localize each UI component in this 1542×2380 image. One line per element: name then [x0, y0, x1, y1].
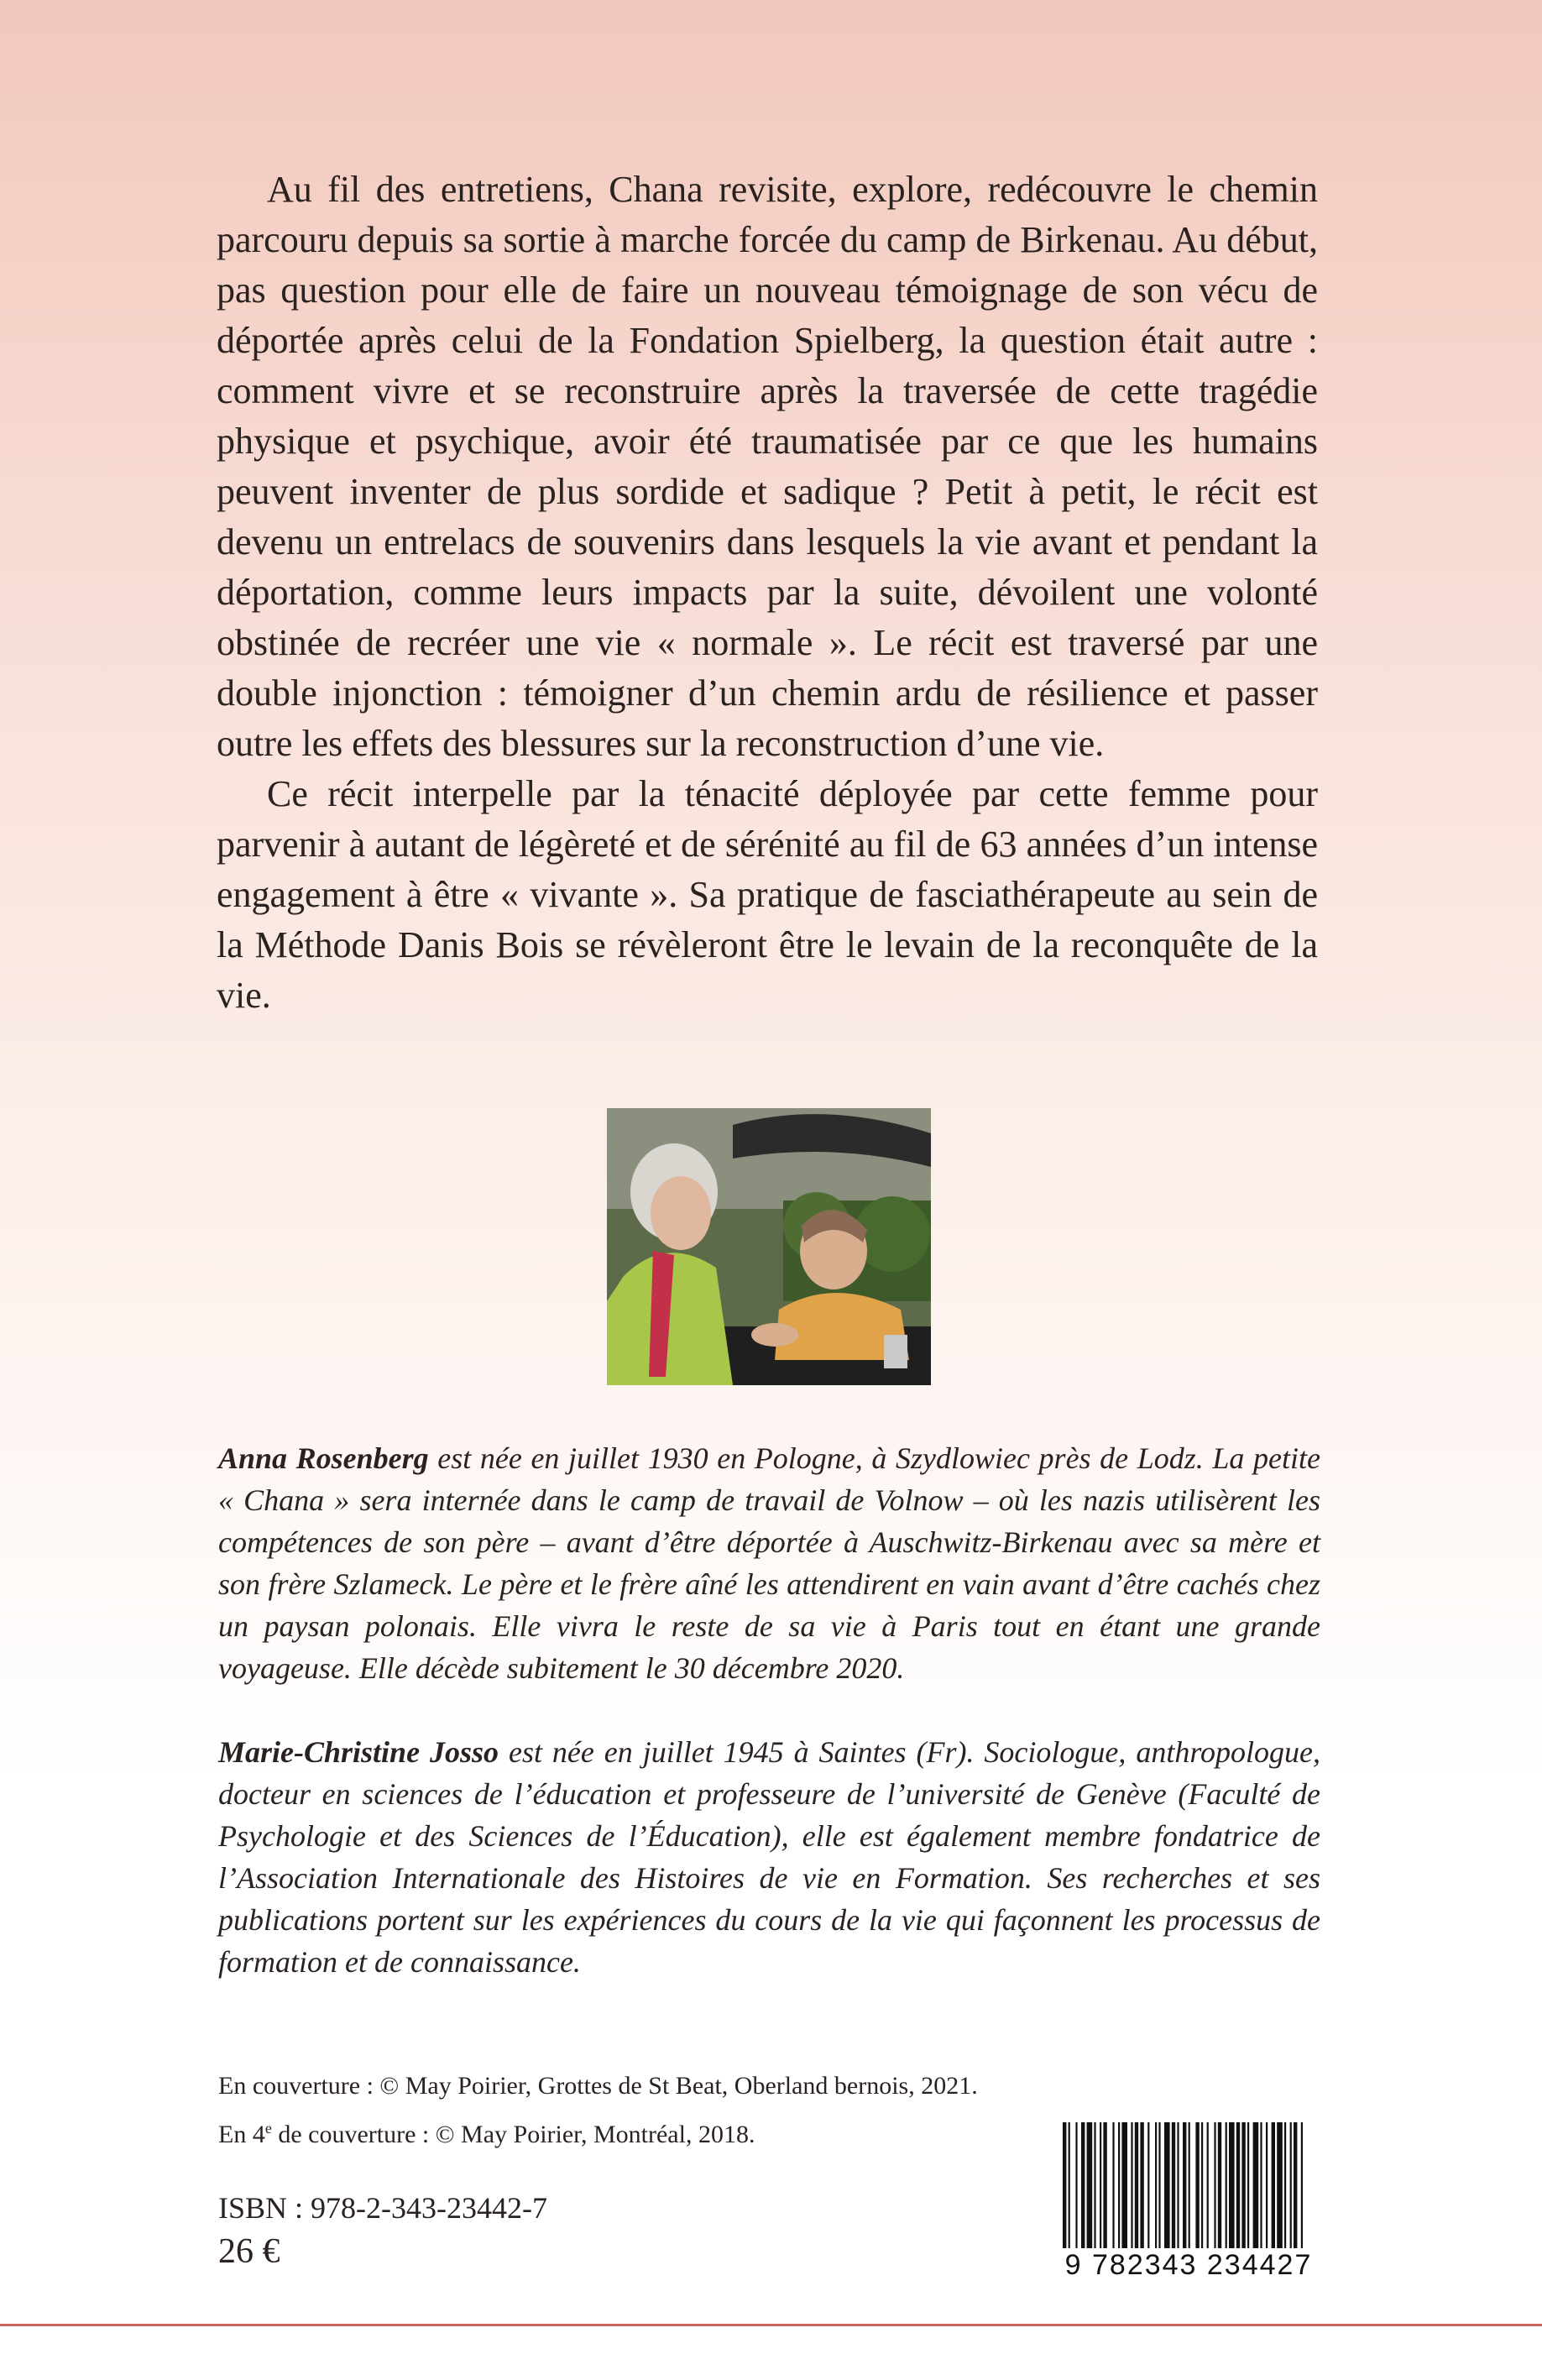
barcode-bar: [1158, 2122, 1160, 2248]
barcode-bar: [1218, 2122, 1221, 2248]
barcode-bar: [1087, 2122, 1093, 2248]
barcode-bar: [1135, 2122, 1138, 2248]
barcode-bar: [1277, 2122, 1283, 2248]
bio-marie-christine-josso: [218, 1731, 1320, 1983]
isbn-block: [218, 2186, 547, 2273]
barcode-bar: [1075, 2122, 1077, 2248]
barcode-bar: [1294, 2122, 1297, 2248]
barcode-bar: [1290, 2122, 1292, 2248]
photo-illustration: [607, 1108, 931, 1385]
barcode-bar: [1094, 2122, 1095, 2248]
barcode-bar: [1121, 2122, 1127, 2248]
author-photo: [607, 1108, 931, 1385]
bottom-divider: [0, 2324, 1542, 2326]
barcode-bar: [1201, 2122, 1203, 2248]
barcode-bar: [1103, 2122, 1106, 2248]
barcode-bar: [1081, 2122, 1085, 2248]
barcode-digits: 9 782343 234427: [1053, 2248, 1325, 2282]
barcode-bar: [1063, 2122, 1066, 2248]
barcode-bar: [1140, 2122, 1143, 2248]
barcode-bar: [1069, 2122, 1070, 2248]
cover-credit: En couverture : © May Poirier, Grottes de St Beat, Oberland bernois, 2021.: [218, 2072, 978, 2100]
barcode-bar: [1214, 2122, 1215, 2248]
barcode: [1053, 2122, 1325, 2283]
photo-credits: [218, 2065, 978, 2156]
author-name: Anna Rosenberg: [218, 1441, 429, 1475]
barcode-bar: [1284, 2122, 1286, 2248]
barcode-bar: [1260, 2122, 1262, 2248]
author-biographies: [218, 1437, 1320, 2025]
barcode-bar: [1172, 2122, 1175, 2248]
barcode-bar: [1236, 2122, 1240, 2248]
back-cover-blurb: [217, 165, 1318, 1021]
barcode-bar: [1112, 2122, 1114, 2248]
barcode-bars: [1053, 2122, 1325, 2248]
bio-text: est née en juillet 1945 à Saintes (Fr). Sociologue, anthropologue, docteur en sciences de l’éducation et professeure de l’université de Genève (Faculté de Psychologie et des Sciences de l’Éducation), elle est également membre fondatrice de l’Association Internationale des Histoires de vie en Formation. Ses recherches et ses publications portent sur les expériences du cours de la vie qui façonnent les processus de formation et de connaissance.: [218, 1735, 1320, 1979]
barcode-bar: [1207, 2122, 1209, 2248]
barcode-bar: [1147, 2122, 1149, 2248]
barcode-bar: [1164, 2122, 1170, 2248]
barcode-bar: [1253, 2122, 1259, 2248]
barcode-bar: [1195, 2122, 1199, 2248]
price: 26 €: [218, 2232, 280, 2271]
barcode-bar: [1272, 2122, 1275, 2248]
back-cover-credit: En 4e de couverture : © May Poirier, Montréal, 2018.: [218, 2120, 755, 2148]
barcode-bar: [1226, 2122, 1227, 2248]
barcode-bar: [1241, 2122, 1245, 2248]
barcode-bar: [1183, 2122, 1186, 2248]
barcode-bar: [1266, 2122, 1268, 2248]
author-name: Marie-Christine Josso: [218, 1735, 499, 1769]
barcode-bar: [1100, 2122, 1101, 2248]
barcode-bar: [1155, 2122, 1157, 2248]
barcode-bar: [1189, 2122, 1190, 2248]
barcode-bar: [1177, 2122, 1179, 2248]
barcode-bar: [1229, 2122, 1235, 2248]
barcode-bar: [1301, 2122, 1303, 2248]
isbn-number: ISBN : 978-2-343-23442-7: [218, 2191, 547, 2225]
blurb-paragraph: Ce récit interpelle par la ténacité déployée par cette femme pour parvenir à autant de légèreté et de sérénité au fil de 63 années d’un intense engagement à être « vivante ». Sa pratique de fasciathérapeute au sein de la Méthode Danis Bois se révèleront être le levain de la reconquête de la vie.: [217, 773, 1318, 1016]
barcode-bar: [1118, 2122, 1120, 2248]
bio-anna-rosenberg: [218, 1437, 1320, 1689]
barcode-bar: [1131, 2122, 1132, 2248]
blurb-paragraph: Au fil des entretiens, Chana revisite, explore, redécouvre le chemin parcouru depuis sa sortie à marche forcée du camp de Birkenau. Au début, pas question pour elle de faire un nouveau témoignage de son vécu de déportée après celui de la Fondation Spielberg, la question était autre : comment vivre et se reconstruire après la traversée de cette tragédie physique et psychique, avoir été traumatisée par ce que les humains peuvent inventer de plus sordide et sadique ? Petit à petit, le récit est devenu un entrelacs de souvenirs dans lesquels la vie avant et pendant la déportation, comme leurs impacts par la suite, dévoilent une volonté obstinée de recréer une vie « normale ». Le récit est traversé par une double injonction : témoigner d’un chemin ardu de résilience et passer outre les effets des blessures sur la reconstruction d’une vie.: [217, 169, 1318, 764]
barcode-bar: [1247, 2122, 1249, 2248]
bio-text: est née en juillet 1930 en Pologne, à Szydlowiec près de Lodz. La petite « Chana » sera internée dans le camp de travail de Volnow – où les nazis utilisèrent les compétences de son père – avant d’être déportée à Auschwitz-Birkenau avec sa mère et son frère Szlameck. Le père et le frère aîné les attendirent en vain avant d’être cachés chez un paysan polonais. Elle vivra le reste de sa vie à Paris tout en étant une grande voyageuse. Elle décède subitement le 30 décembre 2020.: [218, 1441, 1320, 1685]
